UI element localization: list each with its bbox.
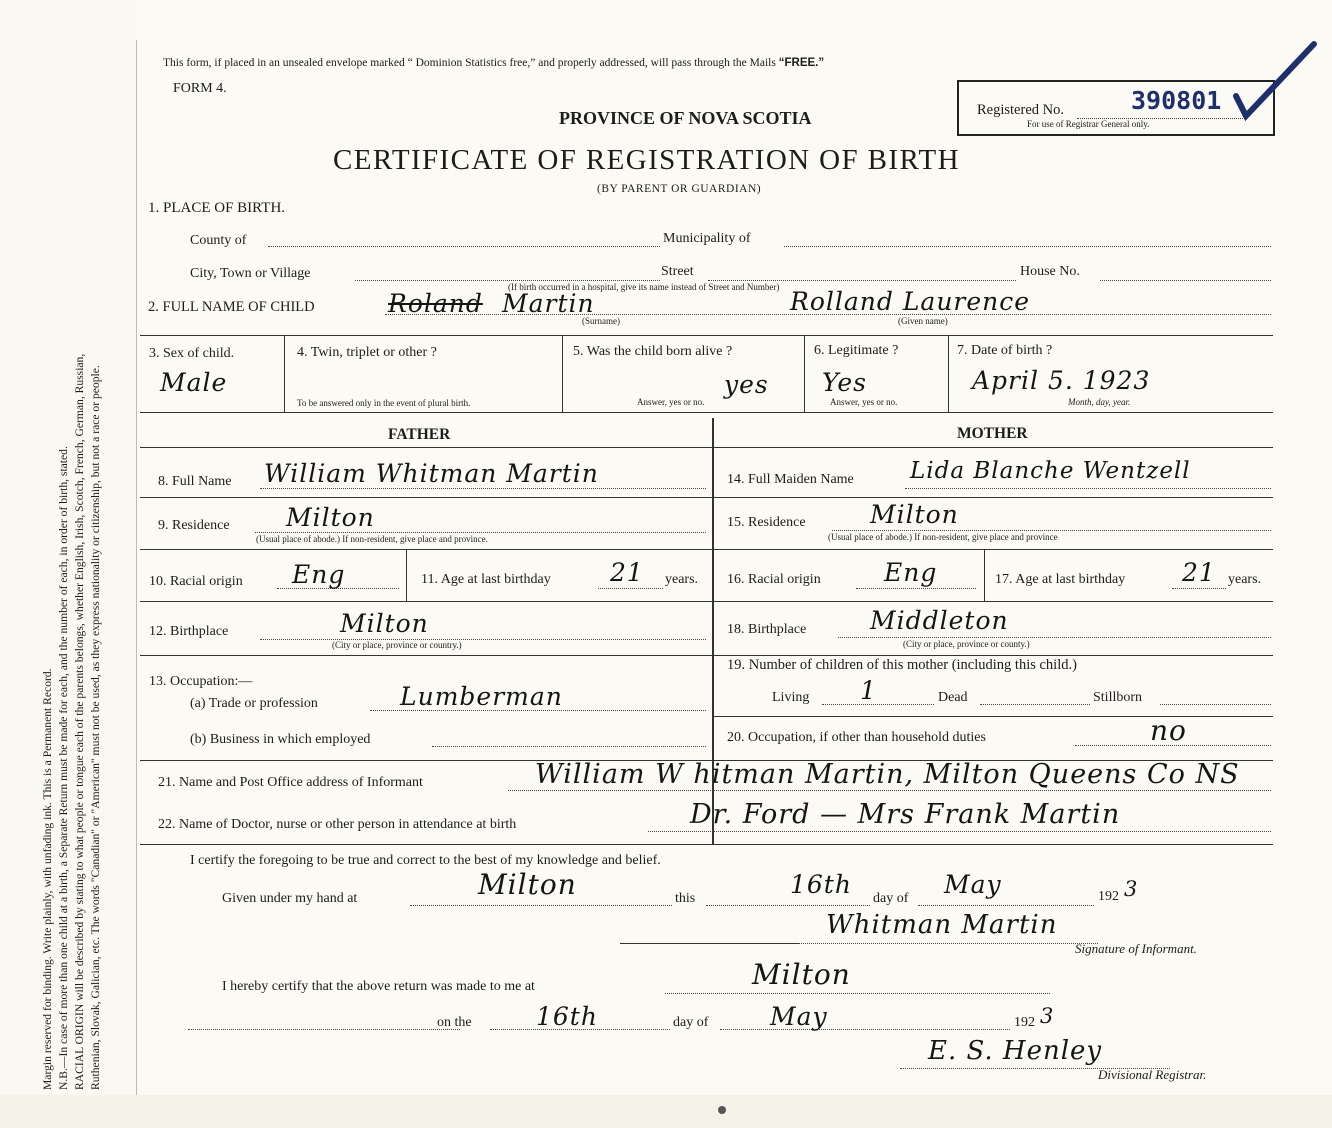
- living-label: Living: [772, 690, 810, 705]
- doctor-label: 22. Name of Doctor, nurse or other person in attendance at birth: [158, 817, 517, 832]
- margin-note-3: RACIAL ORIGIN will be described by stating to what people or tongue each of the parents belongs, whether English, Irish, Scotch, French, German, Russian,: [73, 353, 86, 1090]
- mother-residence-label: 15. Residence: [727, 515, 806, 530]
- registrar-note: For use of Registrar General only.: [1027, 119, 1150, 129]
- business-label: (b) Business in which employed: [190, 732, 371, 747]
- mother-racial-value: Eng: [884, 558, 938, 587]
- given-place-value: Milton: [478, 868, 577, 901]
- mother-name-value: Lida Blanche Wentzell: [910, 458, 1191, 484]
- form-number: FORM 4.: [173, 81, 227, 96]
- registrar-day-value: 16th: [536, 1002, 598, 1031]
- margin-note-2: N.B.—In case of more than one child at a birth, a Separate Return must be made for each, and the number of each, in order of birth, stated.: [57, 446, 70, 1090]
- father-racial-label: 10. Racial origin: [149, 574, 243, 589]
- legitimate-value: Yes: [822, 368, 867, 397]
- twin-note: To be answered only in the event of plural birth.: [297, 398, 471, 408]
- certify-statement: I certify the foregoing to be true and correct to the best of my knowledge and belief.: [190, 853, 661, 868]
- street-label: Street: [661, 264, 694, 279]
- mail-notice: [163, 57, 824, 69]
- punch-hole: [718, 1106, 726, 1114]
- mail-notice-free: “FREE.”: [778, 57, 825, 69]
- registrar-signature-caption: Divisional Registrar.: [1098, 1067, 1207, 1082]
- mail-notice-text: This form, if placed in an unsealed envelope marked “ Dominion Statistics free,” and properly addressed, will pass through the Mails: [163, 57, 776, 69]
- mother-name-label: 14. Full Maiden Name: [727, 472, 854, 487]
- registrar-month-value: May: [770, 1002, 828, 1031]
- father-age-label: 11. Age at last birthday: [421, 572, 551, 587]
- father-racial-value: Eng: [292, 560, 346, 589]
- father-years-label: years.: [665, 572, 699, 587]
- document-title: CERTIFICATE OF REGISTRATION OF BIRTH: [333, 144, 960, 176]
- on-the-label: on the: [437, 1015, 472, 1030]
- registration-box: [957, 80, 1275, 136]
- father-heading: FATHER: [388, 426, 451, 443]
- dob-value: April 5. 1923: [972, 366, 1151, 395]
- margin-notes: [40, 50, 160, 1090]
- father-age-value: 21: [610, 558, 644, 587]
- legitimate-note: Answer, yes or no.: [830, 397, 898, 407]
- informant-value: William W hitman Martin, Milton Queens Co NS: [535, 759, 1240, 790]
- this-label: this: [675, 891, 696, 906]
- registrar-place-value: Milton: [752, 958, 851, 991]
- informant-label: 21. Name and Post Office address of Informant: [158, 775, 423, 790]
- document-subtitle: (BY PARENT OR GUARDIAN): [597, 183, 762, 195]
- stillborn-label: Stillborn: [1093, 690, 1143, 705]
- dead-label: Dead: [938, 690, 968, 705]
- bottom-margin: [0, 1095, 1332, 1128]
- father-birthplace-label: 12. Birthplace: [149, 624, 229, 639]
- child-given-name: Rolland Laurence: [790, 287, 1031, 316]
- registered-number: 390801: [1131, 86, 1222, 115]
- mother-birthplace-label: 18. Birthplace: [727, 622, 807, 637]
- sex-label: 3. Sex of child.: [149, 346, 235, 361]
- mother-residence-value: Milton: [870, 500, 959, 529]
- informant-signature: Whitman Martin: [826, 910, 1058, 940]
- given-under-label: Given under my hand at: [222, 891, 358, 906]
- dob-note: Month, day, year.: [1068, 397, 1131, 407]
- margin-note-4: Ruthenian, Slovak, Galician, etc. The words "Canadian" or "American" must not be used, as they express nationality or citizenship, but not a race or people.: [89, 365, 102, 1090]
- struck-name: Roland: [388, 289, 483, 318]
- registrar-year-value: 3: [1040, 1004, 1055, 1028]
- mother-racial-label: 16. Racial origin: [727, 572, 821, 587]
- mother-occupation-label: 20. Occupation, if other than household duties: [727, 730, 986, 745]
- registrar-statement: I hereby certify that the above return was made to me at: [222, 979, 535, 994]
- given-name-caption: (Given name): [898, 316, 948, 326]
- children-label: 19. Number of children of this mother (including this child.): [727, 657, 1077, 673]
- place-of-birth-label: 1. PLACE OF BIRTH.: [148, 200, 286, 216]
- child-name-label: 2. FULL NAME OF CHILD: [148, 299, 315, 315]
- trade-label: (a) Trade or profession: [190, 696, 318, 711]
- mother-age-value: 21: [1182, 558, 1216, 587]
- father-birthplace-value: Milton: [340, 609, 429, 638]
- given-day-value: 16th: [790, 870, 852, 899]
- registrar-day-of-label: day of: [673, 1015, 709, 1030]
- alive-label: 5. Was the child born alive ?: [573, 344, 733, 359]
- twin-label: 4. Twin, triplet or other ?: [297, 345, 437, 360]
- mother-occupation-value: no: [1150, 714, 1187, 747]
- father-name-value: William Whitman Martin: [264, 459, 599, 488]
- province-heading: PROVINCE OF NOVA SCOTIA: [559, 108, 812, 128]
- mother-age-label: 17. Age at last birthday: [995, 572, 1126, 587]
- registrar-year-prefix: 192: [1014, 1015, 1035, 1030]
- father-occupation-label: 13. Occupation:—: [149, 674, 253, 689]
- given-year-prefix: 192: [1098, 889, 1119, 904]
- margin-note-1: Margin reserved for binding. Write plainly, with unfading ink. This is a Permanent Record.: [41, 668, 54, 1090]
- municipality-label: Municipality of: [663, 231, 751, 246]
- given-month-value: May: [944, 870, 1002, 899]
- registered-label: Registered No.: [977, 102, 1064, 118]
- registrar-signature: E. S. Henley: [928, 1036, 1103, 1066]
- father-residence-note: (Usual place of abode.) If non-resident, give place and province.: [256, 534, 488, 544]
- surname-caption: (Surname): [582, 316, 620, 326]
- house-label: House No.: [1020, 264, 1080, 279]
- sex-value: Male: [160, 368, 228, 397]
- legitimate-label: 6. Legitimate ?: [814, 343, 899, 358]
- mother-birthplace-value: Middleton: [870, 606, 1009, 635]
- alive-note: Answer, yes or no.: [637, 397, 705, 407]
- mother-heading: MOTHER: [957, 425, 1028, 442]
- checkmark-icon: [1230, 36, 1320, 126]
- father-name-label: 8. Full Name: [158, 474, 232, 489]
- father-birthplace-note: (City or place, province or country.): [332, 640, 462, 650]
- mother-residence-note: (Usual place of abode.) If non-resident, give place and province: [828, 532, 1058, 542]
- informant-signature-caption: Signature of Informant.: [1075, 941, 1197, 956]
- day-of-label: day of: [873, 891, 909, 906]
- trade-value: Lumberman: [400, 682, 563, 711]
- mother-years-label: years.: [1228, 572, 1262, 587]
- father-residence-label: 9. Residence: [158, 518, 230, 533]
- hospital-note: (If birth occurred in a hospital, give its name instead of Street and Number): [508, 282, 780, 292]
- doctor-value: Dr. Ford — Mrs Frank Martin: [690, 799, 1121, 830]
- father-residence-value: Milton: [286, 503, 375, 532]
- city-label: City, Town or Village: [190, 266, 311, 281]
- mother-birthplace-note: (City or place, province or county.): [903, 639, 1030, 649]
- dob-label: 7. Date of birth ?: [957, 343, 1053, 358]
- county-label: County of: [190, 233, 247, 248]
- alive-value: yes: [724, 370, 769, 399]
- living-value: 1: [860, 676, 877, 705]
- given-year-value: 3: [1124, 877, 1139, 901]
- child-surname: Martin: [502, 289, 595, 318]
